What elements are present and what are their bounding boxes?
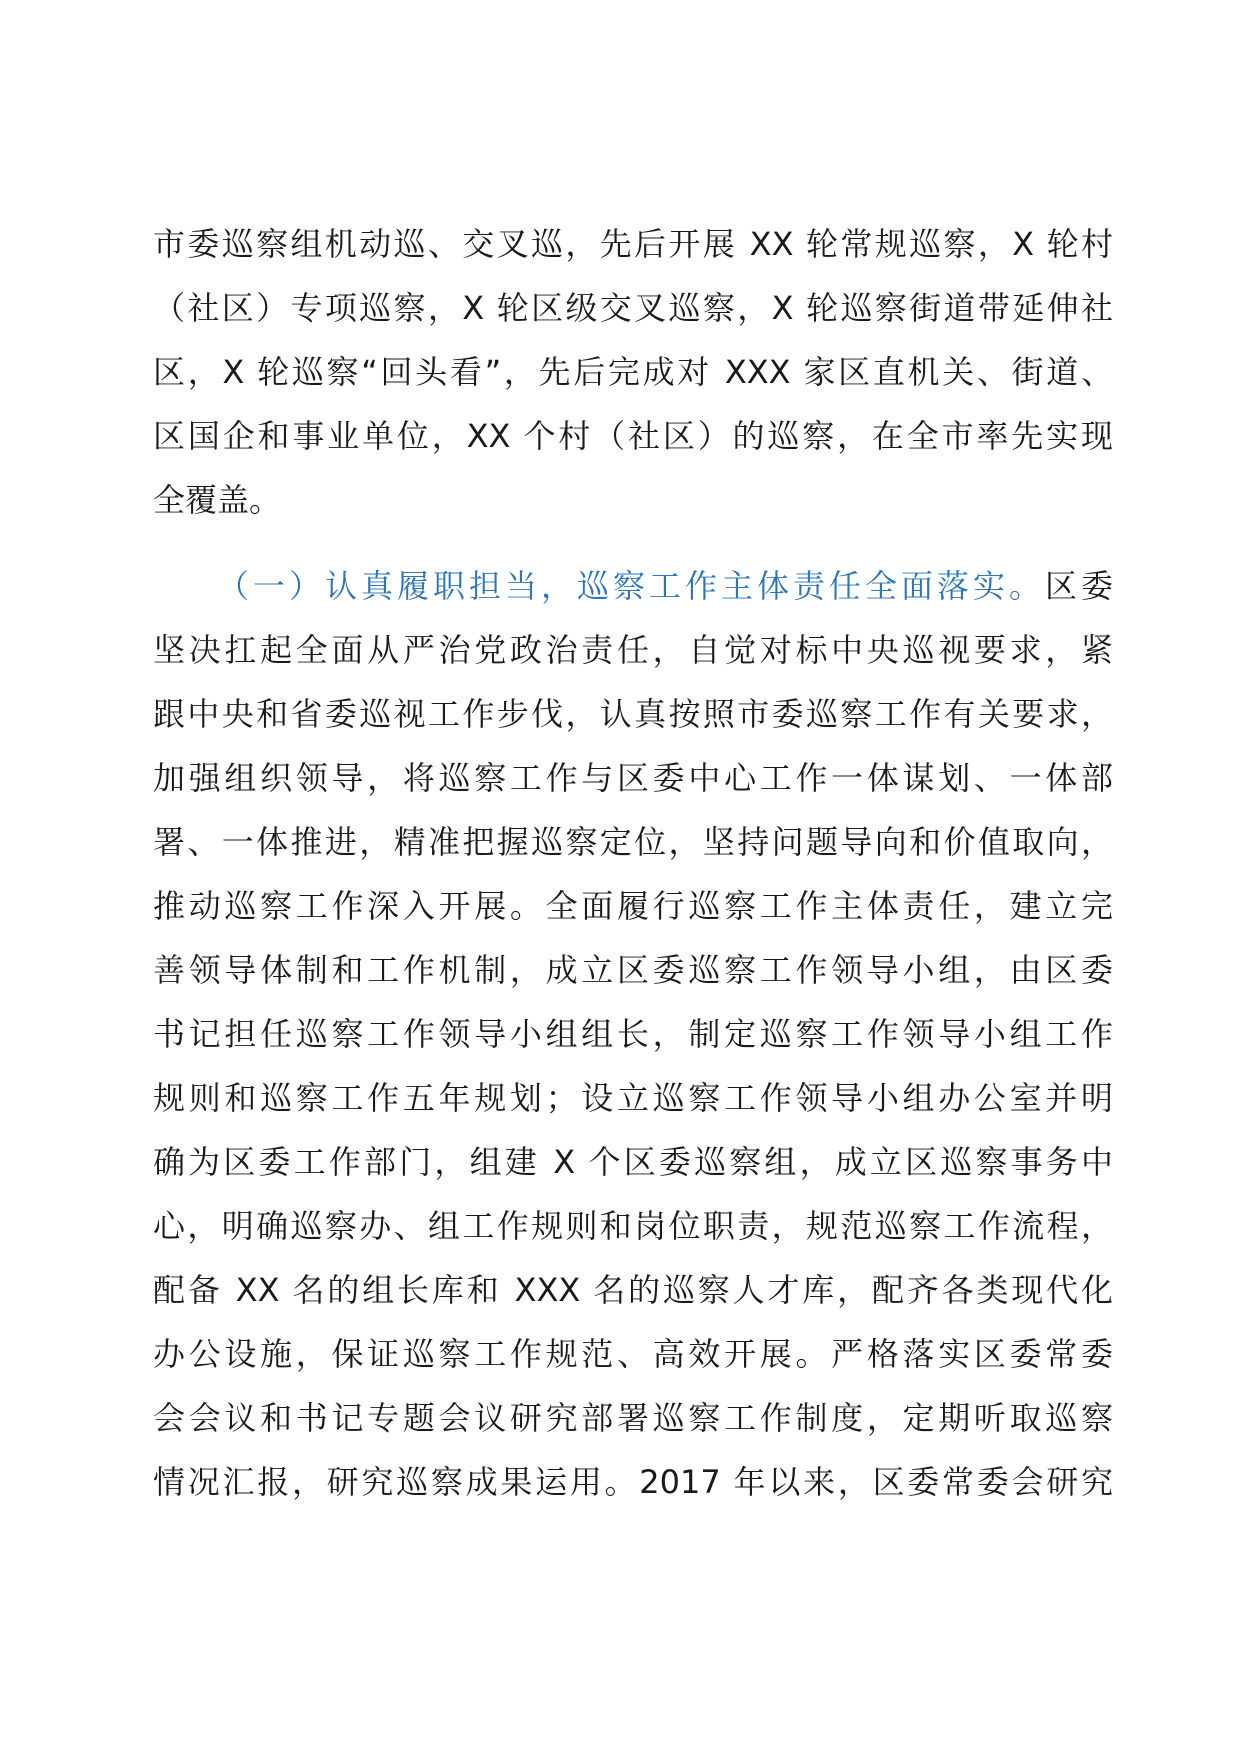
paragraph-2-line-10: 确为区委工作部门，组建 X 个区委巡察组，成立区巡察事务中 [153,1143,1113,1181]
paragraph-2-first-line [153,554,1113,618]
paragraph-2-line-12: 配备 XX 名的组长库和 XXX 名的巡察人才库，配齐各类现代化 [153,1271,1113,1309]
paragraph-2-line-8: 书记担任巡察工作领导小组组长，制定巡察工作领导小组工作 [153,1015,1113,1053]
paragraph-2-line-11: 心，明确巡察办、组工作规则和岗位职责，规范巡察工作流程， [153,1207,1113,1245]
paragraph-2-line-7: 善领导体制和工作机制，成立区委巡察工作领导小组，由区委 [153,951,1113,989]
paragraph-1-line-5: 全覆盖。 [153,481,282,519]
paragraph-2-line-2: 坚决扛起全面从严治党政治责任，自觉对标中央巡视要求，紧 [153,631,1113,669]
paragraph-2-line-15: 情况汇报，研究巡察成果运用。2017 年以来，区委常委会研究 [153,1463,1113,1501]
paragraph-2-first-line-rest: 区委 [1044,567,1113,605]
paragraph-1-line-3: 区，X 轮巡察“回头看”，先后完成对 XXX 家区直机关、街道、 [153,353,1113,391]
paragraph-2-line-9: 规则和巡察工作五年规划；设立巡察工作领导小组办公室并明 [153,1079,1113,1117]
paragraph-2-line-13: 办公设施，保证巡察工作规范、高效开展。严格落实区委常委 [153,1335,1113,1373]
paragraph-1-line-1: 市委巡察组机动巡、交叉巡，先后开展 XX 轮常规巡察，X 轮村 [153,225,1113,263]
paragraph-2-line-3: 跟中央和省委巡视工作步伐，认真按照市委巡察工作有关要求， [153,695,1113,733]
paragraph-2 [153,554,1113,1514]
paragraph-2-line-6: 推动巡察工作深入开展。全面履行巡察工作主体责任，建立完 [153,887,1113,925]
paragraph-1-line-2: （社区）专项巡察，X 轮区级交叉巡察，X 轮巡察街道带延伸社 [153,289,1113,327]
section-heading: （一）认真履职担当，巡察工作主体责任全面落实。 [217,567,1045,605]
paragraph-2-line-14: 会会议和书记专题会议研究部署巡察工作制度，定期听取巡察 [153,1399,1113,1437]
paragraph-2-line-4: 加强组织领导，将巡察工作与区委中心工作一体谋划、一体部 [153,759,1113,797]
paragraph-2-line-5: 署、一体推进，精准把握巡察定位，坚持问题导向和价值取向， [153,823,1113,861]
paragraph-1 [153,212,1113,532]
paragraph-1-line-4: 区国企和事业单位，XX 个村（社区）的巡察，在全市率先实现 [153,417,1113,455]
